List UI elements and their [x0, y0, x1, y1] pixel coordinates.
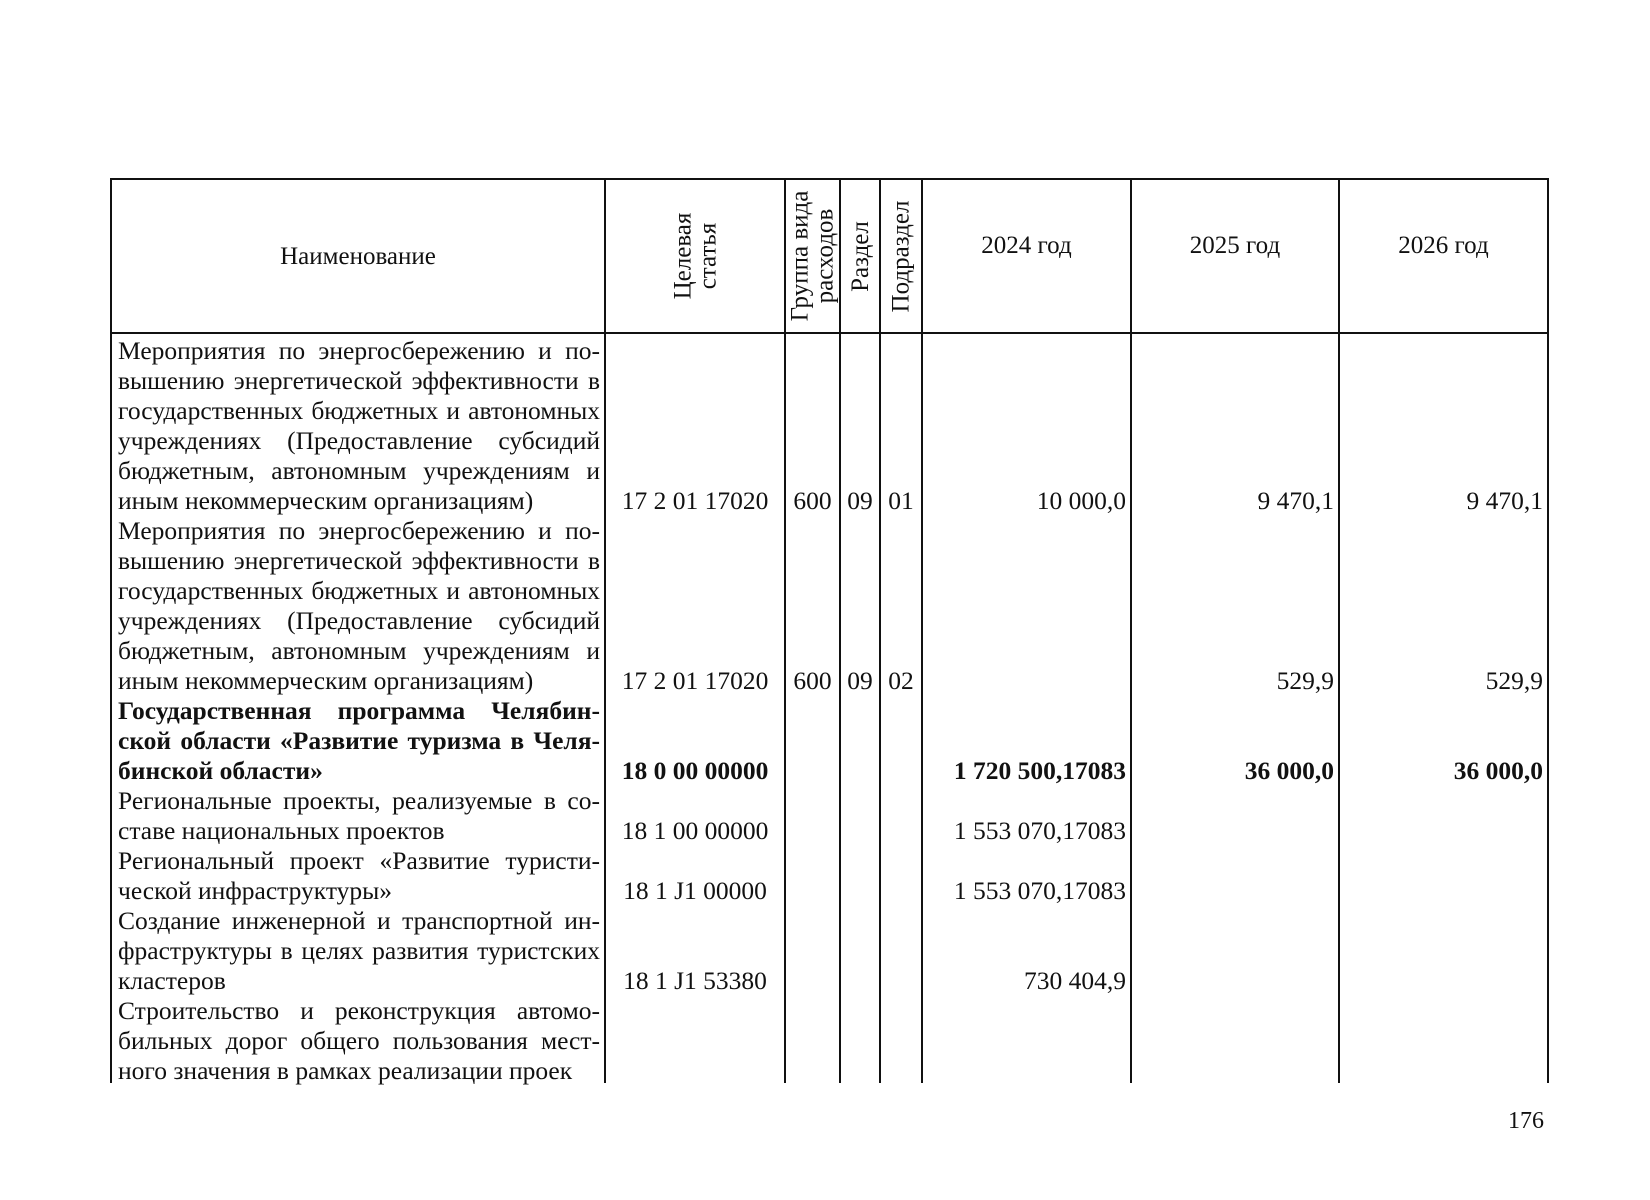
header-2025-label: 2025 год	[1189, 231, 1281, 259]
row-2-group: 600	[793, 666, 832, 695]
table-right-border	[1547, 178, 1549, 1083]
row-5-name: Региональный проект «Развитие туристической инфраструктуры»	[118, 846, 600, 905]
row-2-target: 17 2 01 17020	[621, 666, 769, 695]
row-5-2024: 1 553 070,17083	[953, 876, 1126, 905]
header-bottom-border	[110, 332, 1549, 334]
header-group	[786, 180, 839, 332]
row-1-section: 09	[847, 486, 873, 515]
header-target	[606, 180, 784, 332]
col-sep-2024	[1130, 178, 1132, 1083]
row-4-name: Региональные проекты, реализуемые в составе национальных проектов	[118, 786, 600, 845]
col-sep-2025	[1338, 178, 1340, 1083]
header-2024-label: 2024 год	[981, 231, 1072, 259]
row-1-target: 17 2 01 17020	[621, 486, 769, 515]
header-section-label: Раздел	[846, 220, 874, 292]
row-3-target: 18 0 00 00000	[621, 756, 769, 785]
col-sep-subsection	[921, 178, 923, 1083]
row-3-2024: 1 720 500,17083	[953, 756, 1126, 785]
header-target-line2: статья	[693, 222, 721, 290]
header-target-line1: Целевая	[668, 212, 696, 300]
row-3-2025: 36 000,0	[1244, 756, 1334, 785]
row-4-target: 18 1 00 00000	[621, 816, 769, 845]
row-2-2026: 529,9	[1485, 666, 1543, 695]
row-2-subsection: 02	[888, 666, 914, 695]
header-section	[841, 180, 879, 332]
row-3-name: Государственная программа Челябинской области «Развитие туризма в Челябинской области»	[118, 696, 600, 785]
row-7-name: Строительство и реконструкция автомобильных дорог общего пользования местного значения в рамках реализации проек	[118, 996, 600, 1085]
row-1-subsection: 01	[888, 486, 914, 515]
page-number: 176	[1508, 1108, 1544, 1134]
row-1-2024: 10 000,0	[1036, 486, 1126, 515]
header-name-label: Наименование	[280, 242, 436, 270]
header-2026-label: 2026 год	[1398, 231, 1489, 259]
row-4-2024: 1 553 070,17083	[953, 816, 1126, 845]
header-group-line1: Группа вида	[786, 190, 814, 322]
row-1-group: 600	[793, 486, 832, 515]
row-5-target: 18 1 J1 00000	[623, 876, 767, 905]
header-name	[112, 180, 604, 332]
row-3-2026: 36 000,0	[1453, 756, 1543, 785]
row-2-section: 09	[847, 666, 873, 695]
header-2026	[1340, 180, 1547, 310]
row-1-name: Мероприятия по энергосбережению и повышению энергетической эффективности в государственных бюджетных и автономных учреждениях (Предоставление субсидий бюджетным, автономным учреждениям и иным некоммерческим организациям)	[118, 336, 600, 515]
row-6-2024: 730 404,9	[1024, 966, 1126, 995]
header-subsection-label: Подраздел	[887, 200, 915, 312]
row-1-2026: 9 470,1	[1466, 486, 1543, 515]
header-subsection	[881, 180, 921, 332]
row-6-target: 18 1 J1 53380	[623, 966, 767, 995]
row-2-2025: 529,9	[1276, 666, 1334, 695]
row-1-2025: 9 470,1	[1257, 486, 1334, 515]
row-6-name: Создание инженерной и транспортной инфраструктуры в целях развития туристских кластеров	[118, 906, 600, 995]
header-group-line2: расходов	[811, 208, 839, 304]
row-2-name: Мероприятия по энергосбережению и повышению энергетической эффективности в государственных бюджетных и автономных учреждениях (Предоставление субсидий бюджетным, автономным учреждениям и иным некоммерческим организациям)	[118, 516, 600, 695]
header-2024	[923, 180, 1130, 310]
header-2025	[1132, 180, 1338, 310]
